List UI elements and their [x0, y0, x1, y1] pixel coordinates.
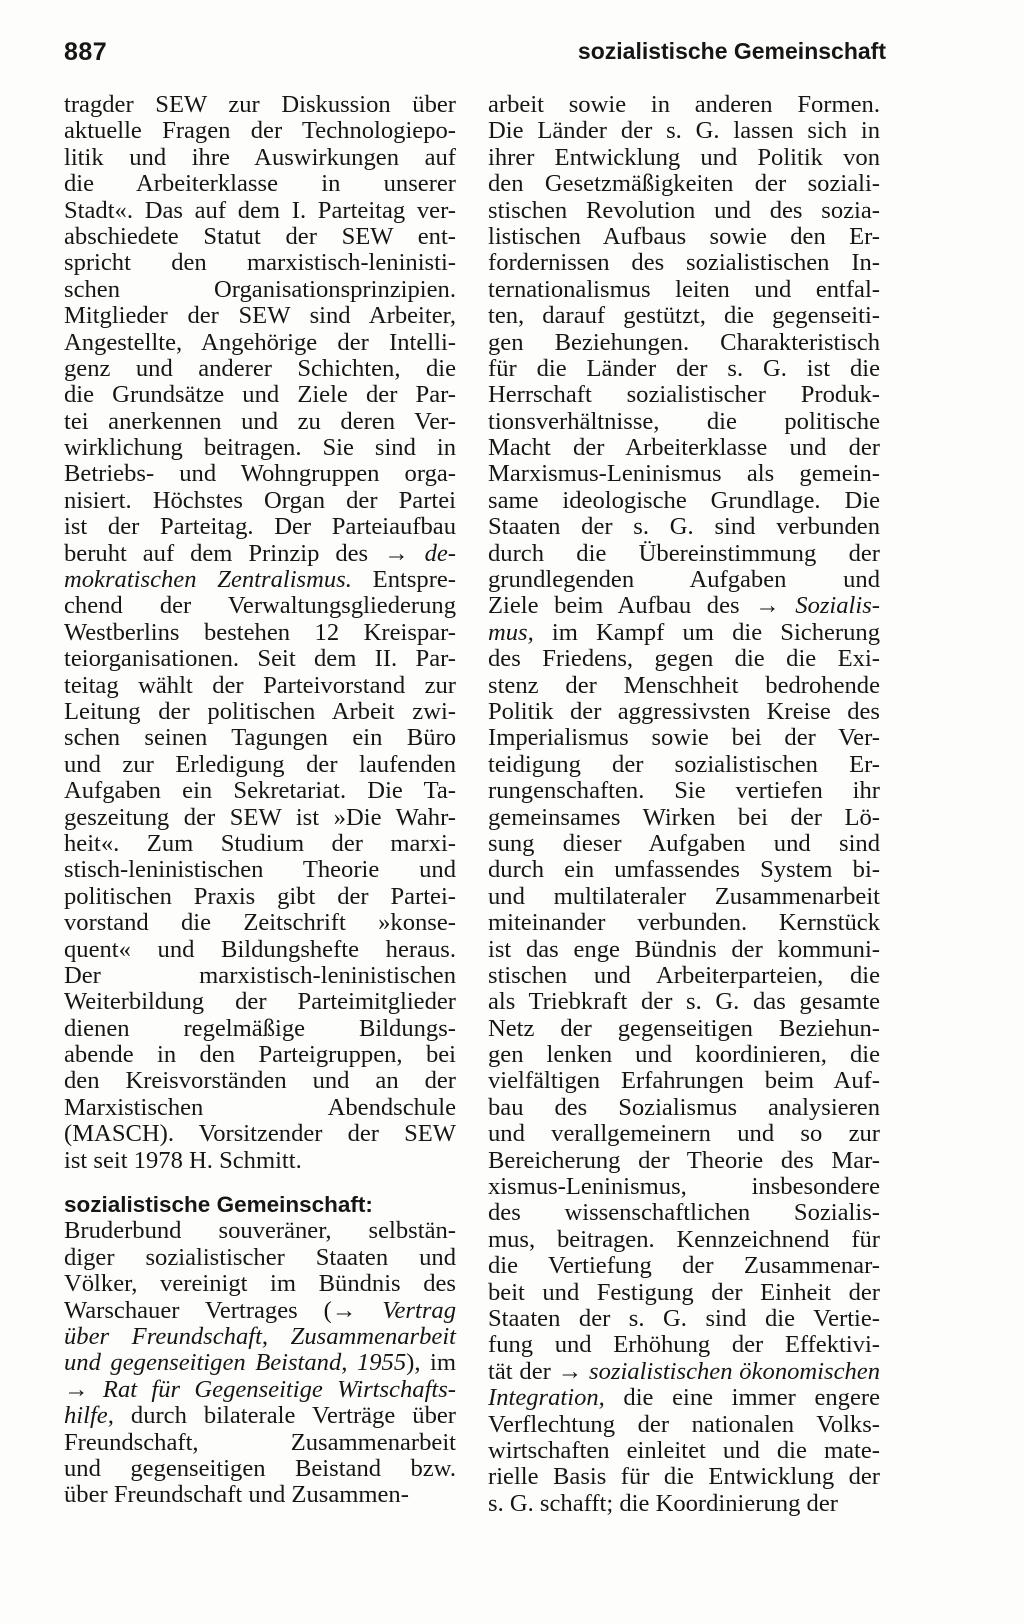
- text-run: wirtschaften einleitet und die mate-: [488, 1436, 880, 1464]
- text-run: Völker, vereinigt im Bündnis des: [64, 1270, 456, 1298]
- text-run: schen seinen Tagungen ein Büro: [64, 724, 456, 752]
- text-run: aktuelle Fragen der Technologiepo-: [64, 117, 456, 145]
- text-run: dienen regelmäßige Bildungs-: [64, 1014, 456, 1042]
- text-run: des Friedens, gegen die die Exi-: [488, 645, 880, 673]
- text-line: [64, 593, 456, 619]
- text-line: [488, 118, 880, 144]
- text-line: [488, 250, 880, 276]
- text-run: arbeit sowie in anderen Formen.: [488, 91, 880, 118]
- text-run: stischen und Arbeiterparteien, die: [488, 961, 880, 989]
- text-line: [488, 1148, 880, 1174]
- text-line: [488, 1306, 880, 1332]
- text-line: [488, 1359, 880, 1385]
- text-line: [488, 1200, 880, 1226]
- italic-reference: de-: [424, 539, 456, 567]
- text-line: [488, 92, 880, 118]
- text-line: [64, 277, 456, 303]
- text-run: ternationalismus leiten und entfal-: [488, 275, 880, 303]
- text-line: [64, 699, 456, 725]
- text-run: Herrschaft sozialistischer Produk-: [488, 381, 880, 409]
- text-line: [488, 1464, 880, 1490]
- text-line: [488, 435, 880, 461]
- italic-reference: hilfe,: [64, 1402, 114, 1430]
- text-run: vorstand die Zeitschrift »konse-: [64, 909, 456, 937]
- text-run: teitag wählt der Parteivorstand zur: [64, 671, 456, 699]
- running-title: sozialistische Gemeinschaft: [577, 38, 886, 64]
- text-line: [64, 356, 456, 382]
- text-line: [488, 805, 880, 831]
- right-column: [488, 92, 880, 1517]
- text-run: durch ein umfassendes System bi-: [488, 856, 880, 884]
- text-run: Aufgaben ein Sekretariat. Die Ta-: [64, 777, 456, 805]
- text-run: diger sozialistischer Staaten und: [64, 1243, 456, 1271]
- text-run: genz und anderer Schichten, die: [64, 354, 456, 382]
- text-line: [488, 171, 880, 197]
- text-run: Staaten der s. G. sind die Vertie-: [488, 1304, 880, 1332]
- text-line: [488, 541, 880, 567]
- italic-reference: über Freundschaft, Zusammenarbeit: [64, 1322, 456, 1350]
- text-run: Stadt«. Das auf dem I. Parteitag ver-: [64, 196, 456, 224]
- text-run: s. G. schafft; die Koordinierung der: [488, 1489, 838, 1517]
- text-line: [488, 224, 880, 250]
- text-line: [64, 673, 456, 699]
- text-run: chend der Verwaltungsgliederung: [64, 592, 456, 620]
- text-run: miteinander verbunden. Kernstück: [488, 909, 880, 937]
- text-line: [64, 1298, 456, 1324]
- text-run: durch die Übereinstimmung der: [488, 539, 880, 567]
- italic-reference: mus,: [488, 618, 534, 646]
- text-run: abende in den Parteigruppen, bei: [64, 1041, 456, 1069]
- text-line: [488, 620, 880, 646]
- text-line: [488, 1121, 880, 1147]
- text-line: [64, 1430, 456, 1456]
- text-run: beit und Festigung der Einheit der: [488, 1278, 880, 1306]
- text-line: [488, 725, 880, 751]
- italic-reference: Integration,: [488, 1384, 605, 1412]
- text-run: Betriebs- und Wohngruppen orga-: [64, 460, 456, 488]
- text-line: [488, 1491, 880, 1517]
- text-line: [488, 277, 880, 303]
- text-line: [488, 1438, 880, 1464]
- italic-reference: mokratischen Zentralismus.: [64, 566, 352, 594]
- text-run: xismus-Leninismus, insbesondere: [488, 1173, 880, 1201]
- text-run: Leitung der politischen Arbeit zwi-: [64, 697, 456, 725]
- text-run: für die Länder der s. G. ist die: [488, 354, 880, 382]
- text-run: same ideologische Grundlage. Die: [488, 486, 880, 514]
- text-line: [64, 1245, 456, 1271]
- text-run: ist das enge Bündnis der kommuni-: [488, 935, 880, 963]
- text-line: [488, 1068, 880, 1094]
- text-line: [64, 1042, 456, 1068]
- text-line: [64, 884, 456, 910]
- text-run: durch bilaterale Verträge über: [113, 1402, 456, 1430]
- text-run: über Freundschaft und Zusammen-: [64, 1481, 409, 1509]
- text-line: [488, 567, 880, 593]
- text-line: [64, 118, 456, 144]
- text-run: und gegenseitigen Beistand bzw.: [64, 1454, 456, 1482]
- text-line: [64, 963, 456, 989]
- text-run: Bereicherung der Theorie des Mar-: [488, 1146, 880, 1174]
- text-run: Freundschaft, Zusammenarbeit: [64, 1428, 456, 1456]
- text-run: trag: [64, 91, 103, 118]
- page-number: 887: [64, 38, 108, 66]
- text-run: Bruderbund souveräner, selbstän-: [64, 1217, 456, 1245]
- text-line: [64, 646, 456, 672]
- text-run: →: [64, 1375, 103, 1403]
- text-line: [64, 1324, 456, 1350]
- text-line: [488, 1332, 880, 1358]
- text-line: [64, 910, 456, 936]
- text-line: [64, 937, 456, 963]
- text-line: [64, 1148, 456, 1174]
- text-run: Politik der aggressivsten Kreise des: [488, 697, 880, 725]
- text-run: rungenschaften. Sie vertiefen ihr: [488, 777, 880, 805]
- text-run: die eine immer engere: [604, 1384, 880, 1412]
- text-line: [64, 171, 456, 197]
- text-run: stisch-leninistischen Theorie und: [64, 856, 456, 884]
- text-run: Macht der Arbeiterklasse und der: [488, 434, 880, 462]
- text-run: und verallgemeinern und so zur: [488, 1120, 880, 1148]
- italic-reference: Rat für Gegenseitige Wirtschafts-: [102, 1375, 456, 1403]
- text-run: teidigung der sozialistischen Er-: [488, 750, 880, 778]
- text-run: der SEW zur Diskussion über: [102, 91, 456, 118]
- text-run: im Kampf um die Sicherung: [533, 618, 880, 646]
- text-run: politischen Praxis gibt der Partei-: [64, 882, 456, 910]
- left-column: [64, 92, 456, 1509]
- text-line: [64, 514, 456, 540]
- text-line: [488, 884, 880, 910]
- text-run: die Grundsätze und Ziele der Par-: [64, 381, 456, 409]
- text-line: [64, 1218, 456, 1244]
- text-run: Mitglieder der SEW sind Arbeiter,: [64, 302, 456, 330]
- text-run: Marxistischen Abendschule: [64, 1093, 456, 1121]
- text-line: [488, 488, 880, 514]
- text-line: [64, 805, 456, 831]
- text-line: [488, 857, 880, 883]
- text-line: [64, 1403, 456, 1429]
- text-run: beruht auf dem Prinzip des →: [64, 539, 425, 567]
- text-run: Netz der gegenseitigen Beziehun-: [488, 1014, 880, 1042]
- text-line: [488, 752, 880, 778]
- text-run: Imperialismus sowie bei der Ver-: [488, 724, 880, 752]
- text-line: [488, 330, 880, 356]
- text-line: [488, 1253, 880, 1279]
- text-run: (MASCH). Vorsitzender der SEW: [64, 1120, 456, 1148]
- text-run: nisiert. Höchstes Organ der Partei: [64, 486, 456, 514]
- text-run: gemeinsames Wirken bei der Lö-: [488, 803, 880, 831]
- text-run: ), im: [406, 1349, 456, 1377]
- text-run: quent« und Bildungshefte heraus.: [64, 935, 456, 963]
- text-line: [64, 1482, 456, 1508]
- text-run: rielle Basis für die Entwicklung der: [488, 1463, 880, 1491]
- text-run: des wissenschaftlichen Sozialis-: [488, 1199, 880, 1227]
- text-run: heit«. Zum Studium der marxi-: [64, 829, 456, 857]
- text-run: schen Organisationsprinzipien.: [64, 275, 456, 303]
- text-line: [64, 1068, 456, 1094]
- text-run: Entspre-: [351, 566, 456, 594]
- text-line: [64, 330, 456, 356]
- text-run: tei anerkennen und zu deren Ver-: [64, 407, 456, 435]
- text-run: gen Beziehungen. Charakteristisch: [488, 328, 880, 356]
- text-line: [64, 620, 456, 646]
- text-run: Westberlins bestehen 12 Kreispar-: [64, 618, 456, 646]
- text-run: Marxismus-Leninismus als gemein-: [488, 460, 880, 488]
- text-run: spricht den marxistisch-leninisti-: [64, 249, 456, 277]
- italic-reference: Vertrag: [382, 1296, 456, 1324]
- italic-reference: sozialistischen ökonomischen: [589, 1357, 881, 1385]
- text-line: [488, 461, 880, 487]
- text-run: wirklichung beitragen. Sie sind in: [64, 434, 456, 462]
- italic-reference: Sozialis-: [795, 592, 880, 620]
- text-line: [488, 514, 880, 540]
- text-run: als Triebkraft der s. G. das gesamte: [488, 988, 880, 1016]
- text-run: Warschauer Vertrages (→: [64, 1296, 383, 1324]
- text-line: [488, 1174, 880, 1200]
- text-line: [488, 1227, 880, 1253]
- text-line: [488, 593, 880, 619]
- text-run: mus, beitragen. Kennzeichnend für: [488, 1225, 880, 1253]
- text-run: bau des Sozialismus analysieren: [488, 1093, 880, 1121]
- text-run: litik und ihre Auswirkungen auf: [64, 143, 456, 171]
- text-line: [64, 1350, 456, 1376]
- text-line: [488, 303, 880, 329]
- text-run: gen lenken und koordinieren, die: [488, 1041, 880, 1069]
- text-run: Weiterbildung der Parteimitglieder: [64, 988, 456, 1016]
- text-line: [64, 250, 456, 276]
- text-run: Verflechtung der nationalen Volks-: [488, 1410, 880, 1438]
- text-line: [64, 224, 456, 250]
- text-line: [488, 673, 880, 699]
- text-run: fordernissen des sozialistischen In-: [488, 249, 880, 277]
- text-line: [64, 831, 456, 857]
- text-line: [64, 198, 456, 224]
- text-run: Der marxistisch-leninistischen: [64, 961, 456, 989]
- text-run: die Arbeiterklasse in unserer: [64, 170, 456, 198]
- text-line: [64, 778, 456, 804]
- text-line: [488, 910, 880, 936]
- text-run: Ziele beim Aufbau des →: [488, 592, 796, 620]
- text-line: [64, 857, 456, 883]
- text-run: geszeitung der SEW ist »Die Wahr-: [64, 803, 456, 831]
- text-run: listischen Aufbaus sowie den Er-: [488, 222, 880, 250]
- text-run: und zur Erledigung der laufenden: [64, 750, 456, 778]
- text-line: [64, 145, 456, 171]
- text-line: [488, 778, 880, 804]
- text-line: [488, 1095, 880, 1121]
- text-run: tionsverhältnisse, die politische: [488, 407, 880, 435]
- text-line: [64, 382, 456, 408]
- text-line: [488, 831, 880, 857]
- text-line: [64, 989, 456, 1015]
- text-run: vielfältigen Erfahrungen beim Auf-: [488, 1067, 880, 1095]
- text-line: [64, 567, 456, 593]
- text-line: [488, 382, 880, 408]
- text-run: ten, darauf gestützt, die gegenseiti-: [488, 302, 880, 330]
- text-line: [64, 1095, 456, 1121]
- text-line: [488, 198, 880, 224]
- text-line: [64, 1016, 456, 1042]
- text-line: [488, 1016, 880, 1042]
- text-line: [488, 145, 880, 171]
- text-run: den Gesetzmäßigkeiten der soziali-: [488, 170, 880, 198]
- text-run: und multilateraler Zusammenarbeit: [488, 882, 880, 910]
- text-run: fung und Erhöhung der Effektivi-: [488, 1331, 880, 1359]
- text-line: [64, 435, 456, 461]
- text-line: [488, 989, 880, 1015]
- text-line: [64, 725, 456, 751]
- text-run: abschiedete Statut der SEW ent-: [64, 222, 456, 250]
- text-run: Angestellte, Angehörige der Intelli-: [64, 328, 456, 356]
- text-line: [488, 356, 880, 382]
- text-line: [488, 1042, 880, 1068]
- text-line: [488, 937, 880, 963]
- text-line: [64, 1271, 456, 1297]
- entry-headword: [64, 1192, 456, 1218]
- text-run: ist der Parteitag. Der Parteiaufbau: [64, 513, 456, 541]
- text-run: sung dieser Aufgaben und sind: [488, 829, 880, 857]
- text-run: die Vertiefung der Zusammenar-: [488, 1252, 880, 1280]
- text-line: [64, 1456, 456, 1482]
- text-run: ihrer Entwicklung und Politik von: [488, 143, 880, 171]
- text-run: Staaten der s. G. sind verbunden: [488, 513, 880, 541]
- text-line: [64, 752, 456, 778]
- text-run: Die Länder der s. G. lassen sich in: [488, 117, 880, 145]
- text-line: [488, 646, 880, 672]
- text-line: [64, 1121, 456, 1147]
- italic-reference: und gegenseitigen Beistand, 1955: [64, 1349, 407, 1377]
- text-line: [64, 409, 456, 435]
- text-line: [64, 92, 456, 118]
- text-line: [64, 303, 456, 329]
- headword-text: sozialistische Gemeinschaft:: [64, 1192, 373, 1218]
- text-run: tät der →: [488, 1357, 590, 1385]
- text-run: stischen Revolution und des sozia-: [488, 196, 880, 224]
- text-line: [488, 699, 880, 725]
- text-line: [488, 1412, 880, 1438]
- text-run: ist seit 1978 H. Schmitt.: [64, 1146, 302, 1174]
- text-line: [488, 1385, 880, 1411]
- text-run: den Kreisvorständen und an der: [64, 1067, 456, 1095]
- text-line: [64, 488, 456, 514]
- text-line: [64, 541, 456, 567]
- text-line: [64, 461, 456, 487]
- text-run: teiorganisationen. Seit dem II. Par-: [64, 645, 456, 673]
- text-line: [488, 1280, 880, 1306]
- text-line: [488, 963, 880, 989]
- text-run: grundlegenden Aufgaben und: [488, 566, 880, 594]
- text-run: stenz der Menschheit bedrohende: [488, 671, 880, 699]
- text-line: [64, 1377, 456, 1403]
- text-line: [488, 409, 880, 435]
